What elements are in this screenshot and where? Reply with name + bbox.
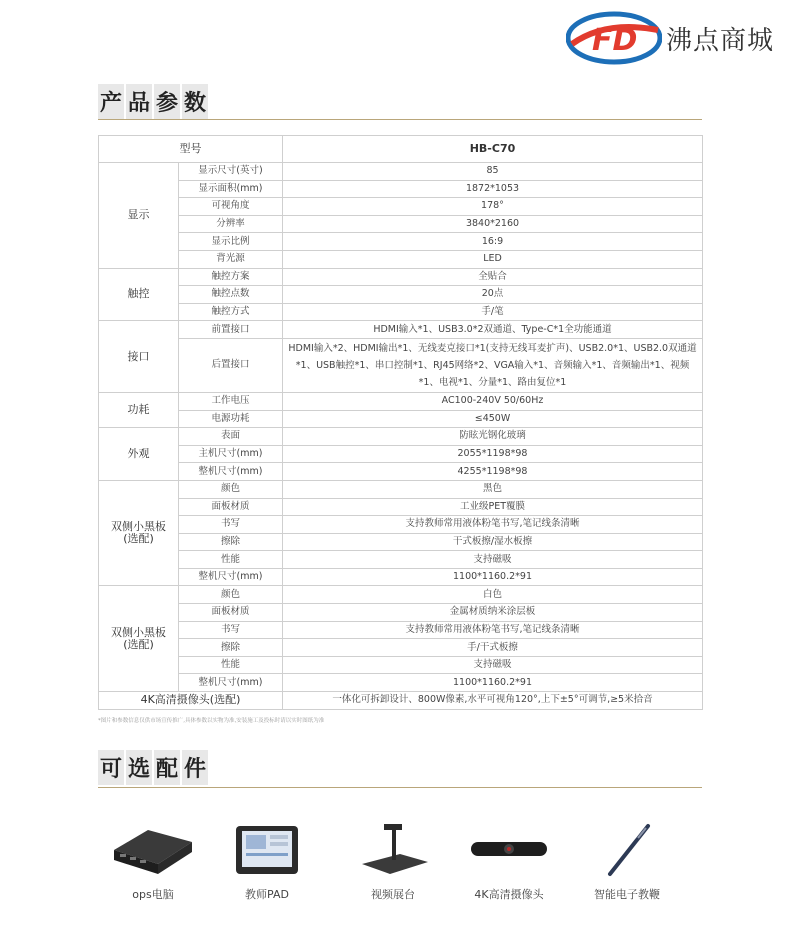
fd-logo-icon bbox=[566, 10, 662, 66]
camera-value: 一体化可拆卸设计、800W像素,水平可视角120°,上下±5°可调节,≥5米拾音 bbox=[283, 692, 703, 710]
table-row: 面板材质 金属材质纳米涂层板 bbox=[99, 604, 703, 622]
table-row: 书写 支持教师常用液体粉笔书写,笔记线条清晰 bbox=[99, 621, 703, 639]
table-row-model bbox=[99, 136, 703, 163]
model-label: 型号 bbox=[99, 136, 283, 163]
model-value: HB-C70 bbox=[283, 136, 703, 163]
accessory-label: ops电脑 bbox=[132, 888, 174, 901]
group-power: 功耗 bbox=[99, 392, 179, 427]
table-row: 主机尺寸(mm) 2055*1198*98 bbox=[99, 445, 703, 463]
teacher-pad-icon bbox=[222, 820, 312, 880]
camera-icon bbox=[459, 820, 559, 880]
accessory-presenter bbox=[338, 820, 448, 902]
group-blackboard-white: 双侧小黑板 (选配) bbox=[99, 586, 179, 692]
table-row: 书写 支持教师常用液体粉笔书写,笔记线条清晰 bbox=[99, 516, 703, 534]
table-row: 整机尺寸(mm) 1100*1160.2*91 bbox=[99, 568, 703, 586]
group-touch: 触控 bbox=[99, 268, 179, 321]
table-row: 擦除 手/干式板擦 bbox=[99, 639, 703, 657]
group-appearance: 外观 bbox=[99, 428, 179, 481]
brand-logo bbox=[566, 8, 794, 68]
group-ports: 接口 bbox=[99, 321, 179, 393]
table-row: 触控方式 手/笔 bbox=[99, 303, 703, 321]
brand-name: 沸点商城 bbox=[666, 26, 775, 56]
accessory-pad bbox=[212, 820, 322, 902]
logo-letters: FD bbox=[592, 23, 638, 58]
accessory-pointer bbox=[572, 820, 682, 902]
accessory-camera bbox=[454, 820, 564, 902]
spec-table bbox=[98, 135, 703, 710]
table-row: 整机尺寸(mm) 1100*1160.2*91 bbox=[99, 674, 703, 692]
accessory-label: 视频展台 bbox=[371, 888, 415, 901]
table-row: 可视角度 178° bbox=[99, 198, 703, 216]
group-display: 显示 bbox=[99, 163, 179, 269]
table-row: 接口 前置接口 HDMI输入*1、USB3.0*2双通道、Type-C*1全功能通道 bbox=[99, 321, 703, 339]
table-row-camera bbox=[99, 692, 703, 710]
camera-label: 4K高清摄像头(选配) bbox=[99, 692, 283, 710]
table-row: 性能 支持磁吸 bbox=[99, 551, 703, 569]
table-row: 显示比例 16:9 bbox=[99, 233, 703, 251]
accessory-label: 教师PAD bbox=[245, 888, 289, 901]
accessory-ops bbox=[98, 820, 208, 902]
table-row: 显示面积(mm) 1872*1053 bbox=[99, 180, 703, 198]
section-title-accessories: 可 选 配 件 bbox=[98, 750, 210, 785]
table-row: 性能 支持磁吸 bbox=[99, 656, 703, 674]
ops-computer-icon bbox=[108, 820, 198, 880]
table-row: 显示 显示尺寸(英寸) 85 bbox=[99, 163, 703, 181]
group-blackboard-black: 双侧小黑板 (选配) bbox=[99, 480, 179, 586]
section-divider bbox=[98, 787, 702, 788]
table-row: 功耗 工作电压 AC100-240V 50/60Hz bbox=[99, 392, 703, 410]
table-row: 电源功耗 ≤450W bbox=[99, 410, 703, 428]
table-row: 触控点数 20点 bbox=[99, 286, 703, 304]
accessory-label: 4K高清摄像头 bbox=[474, 888, 544, 901]
table-row: 后置接口 HDMI输入*2、HDMI输出*1、无线麦克接口*1(支持无线耳麦扩声)、USB2.0*1、USB2.0双通道*1、USB触控*1、串口控制*1、RJ45网络*2、VGA输入*1、音频输入*1、音频输出*1、视频*1、电视*1、分量*1、路由复位*1 bbox=[99, 338, 703, 392]
table-row: 双侧小黑板 (选配) 颜色 黑色 bbox=[99, 480, 703, 498]
section-title-params: 产 品 参 数 bbox=[98, 84, 210, 119]
table-row: 触控 触控方案 全贴合 bbox=[99, 268, 703, 286]
table-row: 分辨率 3840*2160 bbox=[99, 215, 703, 233]
e-pointer-icon bbox=[582, 820, 672, 880]
section-divider bbox=[98, 119, 702, 120]
table-row: 面板材质 工业级PET覆膜 bbox=[99, 498, 703, 516]
video-presenter-icon bbox=[348, 820, 438, 880]
table-row: 外观 表面 防眩光钢化玻璃 bbox=[99, 428, 703, 446]
table-row: 整机尺寸(mm) 4255*1198*98 bbox=[99, 463, 703, 481]
table-row: 背光源 LED bbox=[99, 250, 703, 268]
footnote: *图片和参数信息仅供市场宣传推广,具体参数以实物为准,安装施工及投标时请以实时图纸为准 bbox=[98, 718, 325, 724]
table-row: 擦除 干式板擦/湿水板擦 bbox=[99, 533, 703, 551]
table-row: 双侧小黑板 (选配) 颜色 白色 bbox=[99, 586, 703, 604]
accessory-label: 智能电子教鞭 bbox=[594, 888, 660, 901]
